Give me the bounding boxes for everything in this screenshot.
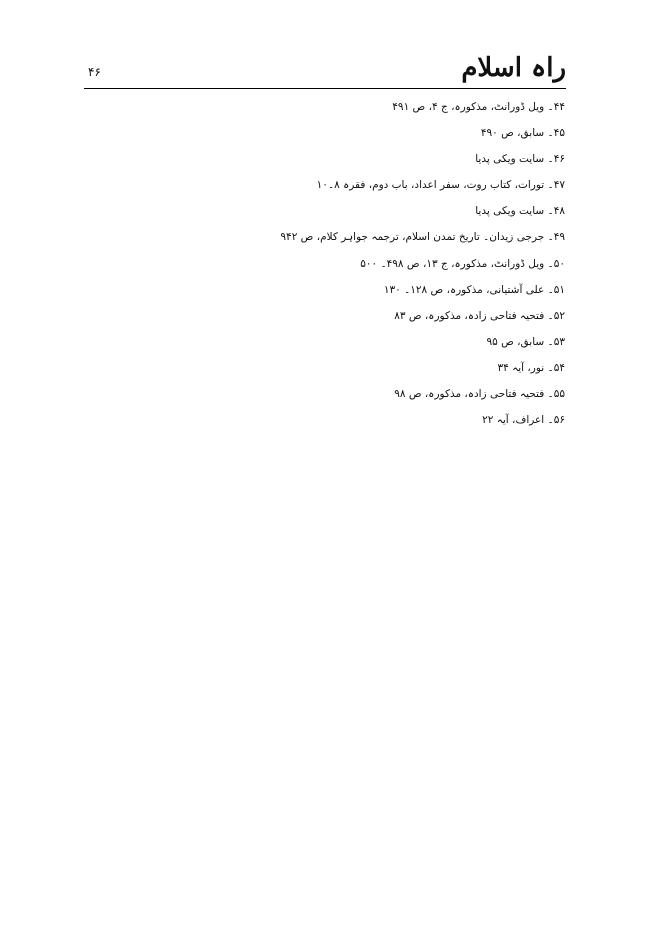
- endnote: ۴۴۔ ویل ڈورانٹ، مذکورہ، ج ۴، ص ۴۹۱: [392, 101, 565, 113]
- endnote: ۴۶۔ سایت ویکی پدیا: [475, 153, 565, 166]
- endnotes-list: [145, 94, 565, 433]
- header-rule: [84, 88, 566, 89]
- page-number: ۴۶: [88, 65, 101, 79]
- endnote: ۵۱۔ علی آشتیانی، مذکورہ، ص ۱۲۸۔ ۱۳۰: [383, 283, 565, 296]
- endnote: ۵۰۔ ویل ڈورانٹ، مذکورہ، ج ۱۳، ص ۴۹۸۔ ۵۰۰: [360, 257, 565, 270]
- endnote: ۵۳۔ سابق، ص ۹۵: [486, 335, 565, 348]
- page-header: [84, 50, 566, 90]
- endnote: ۵۵۔ فتحیہ فتاحی زادہ، مذکورہ، ص ۹۸: [394, 388, 565, 401]
- endnote: ۴۹۔ جرجی زیدان۔ تاریخ تمدن اسلام، ترجمہ جواہر کلام، ص ۹۴۲: [280, 231, 565, 244]
- endnote: ۵۶۔ اعراف، آیہ ۲۲: [482, 414, 565, 427]
- endnote: ۴۷۔ تورات، کتاب روت، سفر اعداد، باب دوم، فقرہ ۸۔۱۰: [316, 179, 565, 192]
- endnote: ۵۲۔ فتحیہ فتاحی زادہ، مذکورہ، ص ۸۳: [394, 309, 565, 322]
- journal-title: راہ اسلام: [461, 53, 566, 83]
- endnote: ۵۴۔ نور، آیہ ۳۴: [497, 361, 565, 374]
- endnote: ۴۸۔ سایت ویکی پدیا: [475, 205, 565, 218]
- endnote: ۴۵۔ سابق، ص ۴۹۰: [480, 127, 565, 140]
